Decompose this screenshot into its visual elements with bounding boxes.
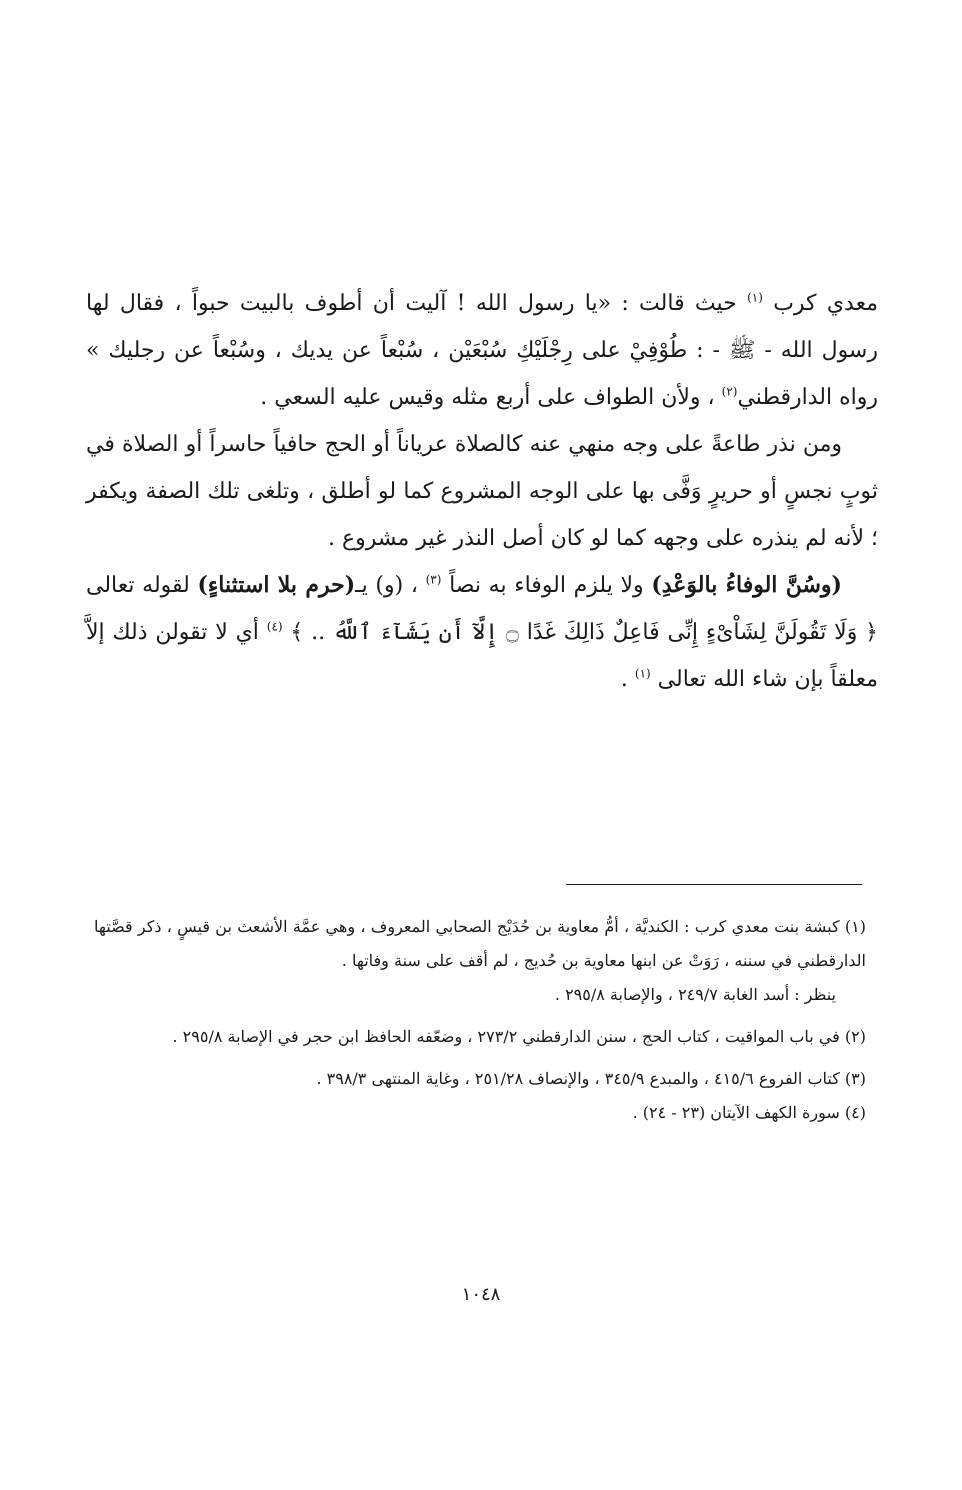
footnotes <box>94 910 866 1130</box>
footnote-ref: (١) <box>747 290 763 305</box>
p3-text-e: . <box>620 667 628 692</box>
footnote-1-reference: ينظر : أسد الغابة ٢٤٩/٧ ، والإصابة ٢٩٥/٨ . <box>554 985 836 1004</box>
footnote-ref: (٣) <box>425 572 442 587</box>
page-number: ١٠٤٨ <box>461 1284 501 1305</box>
footnote-1: (١) كبشة بنت معدي كرب : الكنديَّة ، أمُّ معاوية بن حُدَيْج الصحابي المعروف ، وهي عمَّة الأشعث بن قيسٍ ، ذكر قصَّتها الدارقطني في سننه ، رَوَتْ عن ابنها معاوية بن حُديج ، لم أقف على سنة وفاتها . <box>94 917 866 970</box>
footnote-3: (٣) كتاب الفروع ٤١٥/٦ ، والمبدع ٣٤٥/٩ ، والإنصاف ٢٥١/٢٨ ، وغاية المنتهى ٣٩٨/٣ . <box>316 1069 866 1088</box>
p3-text-b: ، (و) يـ <box>355 573 418 598</box>
p1-text-a: معدي كرب <box>773 291 878 316</box>
footnote-separator <box>566 884 862 885</box>
footnote-4: (٤) سورة الكهف الآيتان (٢٣ - ٢٤) . <box>632 1103 866 1122</box>
p3-bold-1: (وسُنَّ الوفاءُ بالوَعْدِ) <box>651 572 842 598</box>
p1-text-c: ، ولأن الطواف على أربع مثله وقيس عليه السعي . <box>260 385 715 410</box>
p3-bold-2: (حرم بلا استثناءٍ) <box>197 572 356 598</box>
main-text <box>86 280 878 703</box>
footnote-ref: (٤) <box>266 619 283 634</box>
paragraph-2: ومن نذر طاعةً على وجه منهي عنه كالصلاة عرياناً أو الحج حافياً حاسراً أو الصلاة في ثوبٍ نجسٍ أو حريرٍ وَفَّى بها على الوجه المشروع كما لو أطلق ، وتلغى تلك الصفة ويكفر ؛ لأنه لم ينذره على وجهه كما لو كان أصل النذر غير مشروع . <box>86 432 878 551</box>
paragraph-3 <box>86 562 878 703</box>
paragraph-1 <box>86 280 878 421</box>
p3-text-d: أي لا تقولن ذلك إلاَّ معلقاً بإن شاء الله تعالى <box>86 620 878 692</box>
p3-text-a: ولا يلزم الوفاء به نصاً <box>449 573 644 598</box>
p1-text-b: حيث قالت : «يا رسول الله ! آليت أن أطوف بالبيت حبواً ، فقال لها رسول الله - ﷺ - : طُوْفِيْ على رِجْلَيْكِ سُبْعَيْن ، سُبْعاً عن يديك ، وسُبْعاً عن رجليك » رواه الدارقطني <box>86 291 878 410</box>
footnote-ref: (١) <box>634 666 651 681</box>
footnote-ref: (٢) <box>721 384 738 399</box>
p3-quran-verse: لقوله تعالى ﴿ وَلَا تَقُولَنَّ لِشَاْىْءٍ إِنِّى فَاعِلٌ ذَالِكَ غَدًا ۝ إِلَّآ أَن يَشَآءَ ٱللَّهُ .. ﴾ <box>86 573 879 645</box>
footnote-2: (٢) في باب المواقيت ، كتاب الحج ، سنن الدارقطني ٢٧٣/٢ ، وضعّفه الحافظ ابن حجر في الإصابة ٢٩٥/٨ . <box>172 1027 866 1046</box>
